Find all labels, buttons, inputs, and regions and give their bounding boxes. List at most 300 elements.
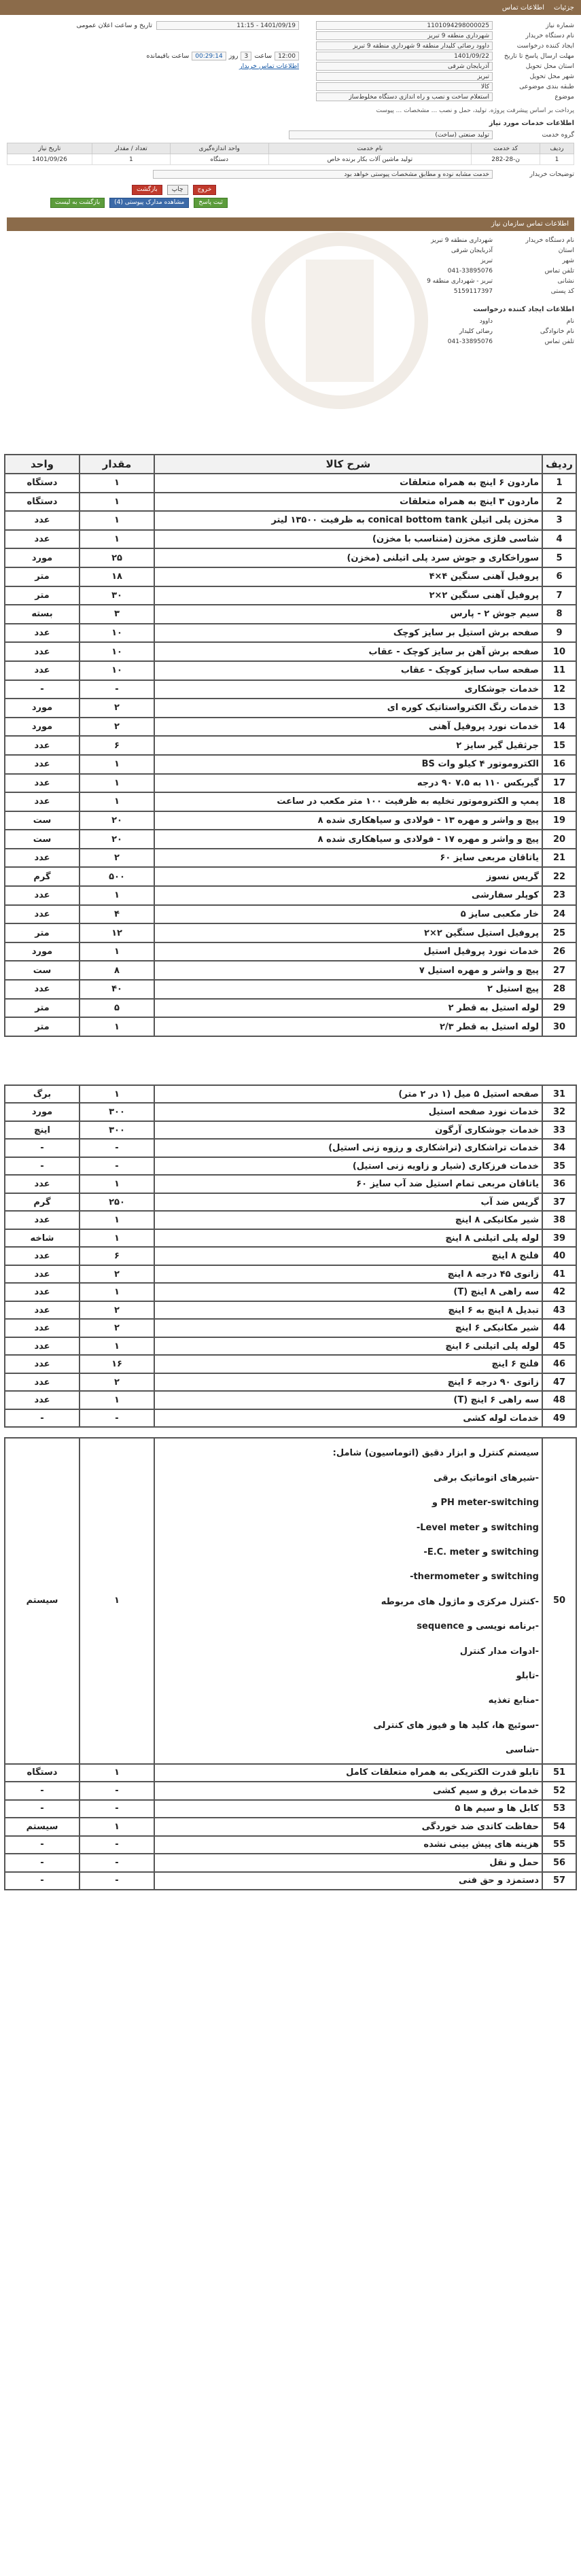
table-row — [5, 530, 576, 549]
form-field-value: آذربایجان شرقی — [316, 62, 493, 71]
row-number: 13 — [542, 699, 576, 718]
row-unit: عدد — [5, 1211, 80, 1229]
form-field-row — [302, 41, 574, 51]
services-table-header — [7, 143, 574, 154]
row-qty: - — [80, 680, 154, 699]
back-to-list-button[interactable]: بازگشت به لیست — [50, 198, 105, 208]
row-description-line: -برنامه نویسی و sequence — [417, 1621, 539, 1632]
table-row — [5, 642, 576, 661]
row-number: 31 — [542, 1085, 576, 1104]
row-unit: سیستم — [5, 1438, 80, 1763]
row-number: 57 — [542, 1872, 576, 1890]
top-bar — [0, 0, 581, 15]
row-number: 18 — [542, 792, 576, 811]
services-table-row — [7, 154, 574, 165]
row-description: صفحه برش آهن بر سایز کوچک - عقاب — [154, 642, 542, 661]
row-number: 53 — [542, 1800, 576, 1818]
row-description: خدمات جوشکاری آرگون — [154, 1121, 542, 1140]
header-row: ردیف — [542, 455, 576, 474]
row-unit: سیستم — [5, 1818, 80, 1836]
row-unit: اینچ — [5, 1121, 80, 1140]
table-row — [5, 1818, 576, 1836]
page-gap-2 — [0, 1428, 581, 1437]
row-qty: ۲۵۰ — [80, 1193, 154, 1212]
row-description: زانوی ۹۰ درجه ۶ اینچ — [154, 1373, 542, 1392]
row-qty: ۱ — [80, 1764, 154, 1782]
row-description: لوله پلی اتیلنی ۶ اینچ — [154, 1337, 542, 1356]
row-number: 41 — [542, 1265, 576, 1284]
print-button[interactable]: چاپ — [167, 185, 188, 195]
row-number: 8 — [542, 605, 576, 624]
row-unit: - — [5, 1854, 80, 1872]
contact-label: نام دستگاه خریدار — [525, 236, 574, 244]
row-qty: ۲ — [80, 699, 154, 718]
hour-value: 12:00 — [275, 52, 299, 60]
row-number: 20 — [542, 830, 576, 849]
row-description: دستمزد و حق فنی — [154, 1872, 542, 1890]
table-row — [5, 567, 576, 586]
table-row — [5, 1337, 576, 1356]
table-row — [5, 1265, 576, 1284]
row-description: خدمات رنگ الکترواستاتیک کوره ای — [154, 699, 542, 718]
row-unit: عدد — [5, 792, 80, 811]
row-description: زانوی ۴۵ درجه ۸ اینچ — [154, 1265, 542, 1284]
row-description: لوله استیل به قطر ۲/۳ — [154, 1017, 542, 1036]
form-field-row — [302, 92, 574, 102]
view-attachments-button[interactable]: مشاهده مدارک پیوستی (4) — [109, 198, 189, 208]
contact-label: کد پستی — [550, 287, 574, 295]
creator-list — [7, 316, 574, 347]
row-qty: ۶ — [80, 736, 154, 755]
buyer-desc-value: خدمت مشابه نوده و مطابق مشخصات پیوستی خواهد بود — [153, 170, 493, 179]
row-qty: ۴ — [80, 905, 154, 924]
row-description: پیچ و واشر و مهره استیل ۷ — [154, 961, 542, 980]
row-number: 48 — [542, 1391, 576, 1409]
row-qty: ۱۰ — [80, 642, 154, 661]
row-description: صفحه ساب سایز کوچک - عقاب — [154, 661, 542, 680]
row-description: سیم جوش ۲ - پارس — [154, 605, 542, 624]
row-number: 15 — [542, 736, 576, 755]
row-unit: عدد — [5, 755, 80, 774]
row-number: 54 — [542, 1818, 576, 1836]
contact-row — [7, 326, 574, 336]
creator-header: اطلاعات ایجاد کننده درخواست — [473, 306, 574, 313]
table-row — [5, 1373, 576, 1392]
row-number: 45 — [542, 1337, 576, 1356]
row-qty: - — [80, 1782, 154, 1800]
row-qty: ۲ — [80, 1373, 154, 1392]
table-row — [5, 1157, 576, 1176]
row-description: مخزن پلی اتیلن conical bottom tank به ظرفیت ۱۳۵۰۰ لیتر — [154, 511, 542, 530]
contact-row — [7, 255, 574, 266]
row-unit: عدد — [5, 530, 80, 549]
table-row — [5, 586, 576, 605]
row-number: 5 — [542, 548, 576, 567]
contact-label: تلفن تماس — [544, 338, 574, 345]
row-qty: - — [80, 1872, 154, 1890]
row-qty: ۱۸ — [80, 567, 154, 586]
row-qty: ۱ — [80, 942, 154, 961]
row-number: 44 — [542, 1319, 576, 1337]
form-field-label: شهر محل تحویل — [529, 73, 574, 80]
row-qty: - — [80, 1157, 154, 1176]
row-number: 51 — [542, 1764, 576, 1782]
table-row — [5, 830, 576, 849]
row-qty: ۱۰ — [80, 624, 154, 643]
row-description: کوپلر سفارشی — [154, 886, 542, 905]
row-qty: ۱ — [80, 755, 154, 774]
table-row — [5, 905, 576, 924]
table-row — [5, 624, 576, 643]
contact-row — [7, 266, 574, 276]
row-number: 32 — [542, 1103, 576, 1121]
row-number: 43 — [542, 1301, 576, 1320]
contact-value: تبریز - شهرداری منطقه 9 — [427, 277, 493, 285]
row-qty: ۲۰ — [80, 811, 154, 830]
row-description: شاسی فلزی مخزن (متناسب با مخزن) — [154, 530, 542, 549]
header-desc: شرح کالا — [154, 455, 542, 474]
row-qty: ۱ — [80, 1017, 154, 1036]
contact-label: نام خانوادگی — [540, 328, 574, 335]
row-description: صفحه استیل ۵ میل (۱ در ۲ متر) — [154, 1085, 542, 1104]
services-col-header: تاریخ نیاز — [7, 143, 92, 154]
announce-value: 1401/09/19 - 11:15 — [156, 21, 299, 30]
row-description-line: -تابلو — [516, 1670, 539, 1681]
row-description: الکتروموتور ۴ کیلو وات BS — [154, 755, 542, 774]
row-qty: ۲ — [80, 718, 154, 737]
contact-list — [7, 235, 574, 296]
row-unit: عدد — [5, 1373, 80, 1392]
row-description: پیچ استیل ۲ — [154, 980, 542, 999]
table-row — [5, 886, 576, 905]
contact-value: 041-33895076 — [447, 338, 493, 345]
contact-value: 5159117397 — [453, 287, 493, 295]
row-description: گریس نسوز — [154, 867, 542, 886]
row-qty: - — [80, 1836, 154, 1854]
table-row — [5, 736, 576, 755]
row-description: سه راهی ۶ اینچ (T) — [154, 1391, 542, 1409]
contact-label: استان — [558, 247, 574, 254]
row-number: 17 — [542, 774, 576, 793]
table-row — [5, 1139, 576, 1157]
row-number: 39 — [542, 1229, 576, 1248]
row-number: 16 — [542, 755, 576, 774]
row-number: 10 — [542, 642, 576, 661]
goods-table — [4, 454, 577, 1037]
table-row — [5, 999, 576, 1018]
row-unit: گرم — [5, 867, 80, 886]
row-number: 36 — [542, 1175, 576, 1193]
submit-response-button[interactable]: ثبت پاسخ — [194, 198, 228, 208]
row-qty: ۲ — [80, 1319, 154, 1337]
services-table — [7, 143, 574, 165]
contact-value: شهرداری منطقه 9 تبریز — [431, 236, 493, 244]
row-description: خدمات فرزکاری (شیار و زاویه زنی استیل) — [154, 1157, 542, 1176]
row-unit: - — [5, 680, 80, 699]
form-field-label: طبقه بندی موضوعی — [519, 83, 574, 90]
row-unit: عدد — [5, 1337, 80, 1356]
row-number: 27 — [542, 961, 576, 980]
row-description: تبدیل ۸ اینچ به ۶ اینچ — [154, 1301, 542, 1320]
row-number: 25 — [542, 923, 576, 942]
table-row — [5, 1409, 576, 1428]
row-description: تابلو قدرت الکتریکی به همراه متعلقات کامل — [154, 1764, 542, 1782]
row-description — [154, 1438, 542, 1763]
row-description-line: switching و Level meter- — [416, 1522, 539, 1533]
row-number: 11 — [542, 661, 576, 680]
page-gap — [0, 1037, 581, 1084]
row-unit: مورد — [5, 699, 80, 718]
row-unit: عدد — [5, 1265, 80, 1284]
row-unit: عدد — [5, 1247, 80, 1265]
contact-label: تلفن تماس — [544, 267, 574, 275]
contact-row — [7, 245, 574, 255]
form-field-value: 1101094298000025 — [316, 21, 493, 30]
row-qty: ۱ — [80, 530, 154, 549]
row-number: 23 — [542, 886, 576, 905]
row-description-line: switching و thermometer- — [410, 1572, 539, 1583]
goods-table-header — [5, 455, 576, 474]
row-qty: - — [80, 1854, 154, 1872]
row-number: 38 — [542, 1211, 576, 1229]
row-qty: ۱ — [80, 1818, 154, 1836]
table-row — [5, 661, 576, 680]
services-cell: دستگاه — [170, 154, 268, 165]
row-unit: عدد — [5, 774, 80, 793]
row-qty: ۱ — [80, 1337, 154, 1356]
table-row — [5, 1764, 576, 1782]
row-unit: عدد — [5, 886, 80, 905]
row-unit: دستگاه — [5, 493, 80, 512]
form-field-value: کالا — [316, 82, 493, 91]
row-qty: ۳۰۰ — [80, 1121, 154, 1140]
form-field-row — [302, 61, 574, 71]
contact-label: نشانی — [557, 277, 574, 285]
goods-table-final — [4, 1437, 577, 1890]
table-row — [5, 1319, 576, 1337]
form-field-row — [302, 31, 574, 41]
contact-value: تبریز — [480, 257, 493, 264]
tender-form — [0, 15, 581, 450]
row-description: سه راهی ۸ اینچ (T) — [154, 1283, 542, 1301]
form-field-value: استعلام ساخت و نصب و راه اندازی دستگاه مخلوط‌ساز — [316, 92, 493, 101]
table-row — [5, 849, 576, 868]
form-field-label: موضوع — [554, 93, 574, 101]
row-number: 7 — [542, 586, 576, 605]
row-unit: شاخه — [5, 1229, 80, 1248]
row-number: 29 — [542, 999, 576, 1018]
row-unit: عدد — [5, 624, 80, 643]
form-field-row — [302, 51, 574, 61]
services-cell: 1 — [540, 154, 574, 165]
details-label: جزئیات — [554, 3, 574, 12]
row-number: 26 — [542, 942, 576, 961]
table-row — [5, 1211, 576, 1229]
row-unit: مورد — [5, 718, 80, 737]
buyer-contact-link[interactable]: اطلاعات تماس خریدار — [239, 63, 299, 70]
table-row — [5, 1229, 576, 1248]
action-buttons-2 — [7, 198, 574, 208]
exit-button[interactable]: خروج — [193, 185, 217, 195]
row-description: جرثقیل گیر سایز ۲ — [154, 736, 542, 755]
field-list — [302, 20, 574, 102]
row-number: 6 — [542, 567, 576, 586]
row-qty: ۵ — [80, 999, 154, 1018]
table-row — [5, 1193, 576, 1212]
form-field-row — [302, 82, 574, 92]
row-qty: ۴۰ — [80, 980, 154, 999]
row-number: 4 — [542, 530, 576, 549]
table-row — [5, 548, 576, 567]
contact-value: رضائی کلیدار — [459, 328, 493, 335]
row-qty: ۳۰ — [80, 586, 154, 605]
table-row — [5, 811, 576, 830]
row-unit: گرم — [5, 1193, 80, 1212]
row-unit: عدد — [5, 905, 80, 924]
row-unit: عدد — [5, 1355, 80, 1373]
row-description: سوراخکاری و جوش سرد پلی اتیلنی (مخزن) — [154, 548, 542, 567]
row-description: خدمات نورد پروفیل استیل — [154, 942, 542, 961]
row-unit: عدد — [5, 1301, 80, 1320]
row-qty: - — [80, 1409, 154, 1428]
row-number: 52 — [542, 1782, 576, 1800]
row-unit: عدد — [5, 849, 80, 868]
row-unit: متر — [5, 586, 80, 605]
row-description-line: سیستم کنترل و ابزار دقیق (اتوماسیون) شامل: — [332, 1448, 539, 1459]
contact-value: آذربایجان شرقی — [451, 247, 493, 254]
table-row — [5, 755, 576, 774]
row-unit: عدد — [5, 661, 80, 680]
row-unit: عدد — [5, 511, 80, 530]
row-description: خدمات جوشکاری — [154, 680, 542, 699]
table-row — [5, 774, 576, 793]
row-unit: عدد — [5, 1391, 80, 1409]
table-row — [5, 605, 576, 624]
row-number: 28 — [542, 980, 576, 999]
row-qty: ۳۰۰ — [80, 1103, 154, 1121]
row-qty: ۱ — [80, 1229, 154, 1248]
row-description: شیر مکانیکی ۸ اینچ — [154, 1211, 542, 1229]
table-row — [5, 1283, 576, 1301]
row-qty: ۱ — [80, 774, 154, 793]
form-field-label: ایجاد کننده درخواست — [516, 42, 574, 50]
table-row — [5, 1800, 576, 1818]
services-col-header: واحد اندازه‌گیری — [170, 143, 268, 154]
row-description-line: -کنترل مرکزی و ماژول های مربوطه — [381, 1596, 539, 1607]
row-description: ماردون ۶ اینچ به همراه متعلقات — [154, 474, 542, 493]
contact-label: شهر — [562, 257, 574, 264]
row-description-line: -ادوات مدار کنترل — [459, 1646, 539, 1657]
table-row — [5, 1782, 576, 1800]
row-unit: ست — [5, 961, 80, 980]
row-number: 34 — [542, 1139, 576, 1157]
row-number: 46 — [542, 1355, 576, 1373]
row-unit: مورد — [5, 548, 80, 567]
contact-info-tab[interactable]: اطلاعات تماس — [501, 3, 545, 12]
remaining-label: ساعت باقیمانده — [146, 52, 190, 60]
row-unit: برگ — [5, 1085, 80, 1104]
table-row — [5, 923, 576, 942]
table-row — [5, 792, 576, 811]
form-field-value: داوود رضائی کلیدار منطقه 9 شهرداری منطقه 9 تبریز — [316, 41, 493, 50]
form-field-value: شهرداری منطقه 9 تبریز — [316, 31, 493, 40]
buyer-desc-label: توضیحات خریدار — [529, 171, 574, 178]
row-qty: ۸ — [80, 961, 154, 980]
row-unit: مورد — [5, 1103, 80, 1121]
row-description: خدمات تراشکاری (تراشکاری و رزوه زنی استیل) — [154, 1139, 542, 1157]
row-qty: ۱ — [80, 792, 154, 811]
row-qty: ۱۶ — [80, 1355, 154, 1373]
row-description: شیر مکانیکی ۶ اینچ — [154, 1319, 542, 1337]
hour-label: ساعت — [254, 52, 272, 60]
row-unit: عدد — [5, 642, 80, 661]
action-buttons — [7, 185, 574, 195]
row-description: خار مکعبی سایز ۵ — [154, 905, 542, 924]
row-unit: دستگاه — [5, 1764, 80, 1782]
row-number: 1 — [542, 474, 576, 493]
row-description: پروفیل استیل سنگین ۲×۲ — [154, 923, 542, 942]
table-row — [5, 493, 576, 512]
day-label: روز — [228, 52, 239, 60]
row-number: 42 — [542, 1283, 576, 1301]
row-qty: ۱ — [80, 1211, 154, 1229]
table-row — [5, 511, 576, 530]
services-col-header: ردیف — [540, 143, 574, 154]
row-unit: - — [5, 1409, 80, 1428]
table-row — [5, 1017, 576, 1036]
services-col-header: کد خدمت — [472, 143, 540, 154]
row-description: خدمات برق و سیم کشی — [154, 1782, 542, 1800]
row-description: گیربکس ۱۱۰ به ۷.۵ ۹۰ درجه — [154, 774, 542, 793]
row-qty: ۱ — [80, 1085, 154, 1104]
services-cell: ن-28-282 — [472, 154, 540, 165]
row-unit: - — [5, 1157, 80, 1176]
row-unit: - — [5, 1872, 80, 1890]
table-row — [5, 1836, 576, 1854]
row-unit: متر — [5, 567, 80, 586]
table-row — [5, 1872, 576, 1890]
row-number: 3 — [542, 511, 576, 530]
row-description: حفاظت کاتدی ضد خوردگی — [154, 1818, 542, 1836]
form-field-label: نام دستگاه خریدار — [525, 32, 574, 39]
row-description: حمل و نقل — [154, 1854, 542, 1872]
row-number: 56 — [542, 1854, 576, 1872]
row-description: خدمات نورد پروفیل آهنی — [154, 718, 542, 737]
services-col-header: نام خدمت — [268, 143, 472, 154]
table-row — [5, 680, 576, 699]
form-field-row — [302, 20, 574, 31]
back-button[interactable]: بازگشت — [132, 185, 162, 195]
form-field-label: مهلت ارسال پاسخ تا تاریخ — [504, 52, 574, 60]
table-row — [5, 1103, 576, 1121]
table-row — [5, 867, 576, 886]
group-value: تولید صنعتی (ساخت) — [289, 130, 493, 139]
header-qty: مقدار — [80, 455, 154, 474]
services-cell: 1401/09/26 — [7, 154, 92, 165]
row-description: ماردون ۳ اینچ به همراه متعلقات — [154, 493, 542, 512]
table-row — [5, 1391, 576, 1409]
row-qty: ۲ — [80, 1301, 154, 1320]
contact-label: نام — [566, 317, 574, 325]
row-description-line: PH meter-switching و — [432, 1498, 539, 1508]
row-qty: ۲۵ — [80, 548, 154, 567]
services-cell: 1 — [92, 154, 170, 165]
row-description: لوله پلی اتیلنی ۸ اینچ — [154, 1229, 542, 1248]
row-qty: ۱۲ — [80, 923, 154, 942]
row-description: فلنج ۸ اینچ — [154, 1247, 542, 1265]
row-unit: - — [5, 1836, 80, 1854]
row-description: خدمات لوله کشی — [154, 1409, 542, 1428]
